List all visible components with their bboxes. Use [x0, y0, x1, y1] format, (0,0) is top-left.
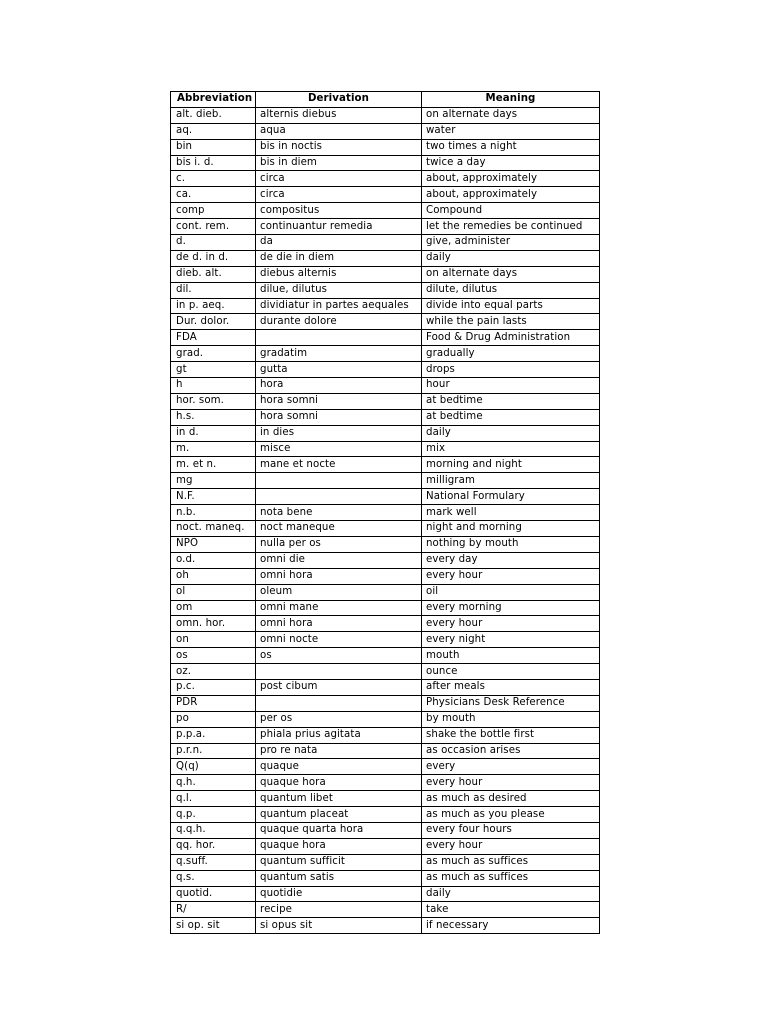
cell-abbreviation: h — [171, 378, 256, 394]
cell-abbreviation: os — [171, 648, 256, 664]
cell-meaning: twice a day — [422, 155, 600, 171]
table-row — [171, 648, 600, 664]
cell-derivation: quaque hora — [256, 838, 422, 854]
cell-meaning: drops — [422, 362, 600, 378]
cell-meaning: ounce — [422, 664, 600, 680]
cell-derivation: bis in diem — [256, 155, 422, 171]
cell-meaning: oil — [422, 584, 600, 600]
cell-abbreviation: q.s. — [171, 870, 256, 886]
cell-abbreviation: o.d. — [171, 552, 256, 568]
table-row — [171, 425, 600, 441]
cell-derivation: noct maneque — [256, 521, 422, 537]
cell-derivation: de die in diem — [256, 250, 422, 266]
cell-meaning: nothing by mouth — [422, 536, 600, 552]
table-row — [171, 489, 600, 505]
cell-derivation: gutta — [256, 362, 422, 378]
cell-meaning: every morning — [422, 600, 600, 616]
cell-meaning: as much as suffices — [422, 854, 600, 870]
cell-abbreviation: dieb. alt. — [171, 266, 256, 282]
table-row — [171, 759, 600, 775]
cell-derivation: quotidie — [256, 886, 422, 902]
cell-abbreviation: cont. rem. — [171, 219, 256, 235]
cell-derivation: recipe — [256, 902, 422, 918]
cell-meaning: water — [422, 123, 600, 139]
cell-abbreviation: gt — [171, 362, 256, 378]
cell-meaning: on alternate days — [422, 266, 600, 282]
cell-abbreviation: c. — [171, 171, 256, 187]
cell-derivation: circa — [256, 187, 422, 203]
cell-derivation: quantum satis — [256, 870, 422, 886]
cell-abbreviation: m. — [171, 441, 256, 457]
table-row — [171, 314, 600, 330]
cell-meaning: every day — [422, 552, 600, 568]
table-body — [171, 107, 600, 933]
cell-meaning: as much as suffices — [422, 870, 600, 886]
cell-abbreviation: oz. — [171, 664, 256, 680]
cell-abbreviation: m. et n. — [171, 457, 256, 473]
table-row — [171, 775, 600, 791]
header-abbreviation: Abbreviation — [171, 92, 256, 108]
table-row — [171, 902, 600, 918]
cell-meaning: every hour — [422, 838, 600, 854]
header-row — [171, 92, 600, 108]
table-row — [171, 822, 600, 838]
table-row — [171, 664, 600, 680]
cell-meaning: every — [422, 759, 600, 775]
cell-derivation: hora somni — [256, 393, 422, 409]
cell-derivation: in dies — [256, 425, 422, 441]
cell-abbreviation: alt. dieb. — [171, 107, 256, 123]
cell-derivation: omni hora — [256, 616, 422, 632]
header-meaning: Meaning — [422, 92, 600, 108]
cell-abbreviation: on — [171, 632, 256, 648]
table-row — [171, 441, 600, 457]
cell-abbreviation: NPO — [171, 536, 256, 552]
cell-derivation: compositus — [256, 203, 422, 219]
table-row — [171, 552, 600, 568]
cell-abbreviation: p.c. — [171, 679, 256, 695]
cell-abbreviation: q.h. — [171, 775, 256, 791]
table-row — [171, 807, 600, 823]
table-row — [171, 791, 600, 807]
table-row — [171, 521, 600, 537]
cell-meaning: night and morning — [422, 521, 600, 537]
cell-derivation: nulla per os — [256, 536, 422, 552]
table-row — [171, 870, 600, 886]
cell-abbreviation: de d. in d. — [171, 250, 256, 266]
table-row — [171, 632, 600, 648]
cell-abbreviation: h.s. — [171, 409, 256, 425]
table-row — [171, 282, 600, 298]
table-row — [171, 235, 600, 251]
cell-abbreviation: FDA — [171, 330, 256, 346]
cell-derivation: nota bene — [256, 505, 422, 521]
cell-meaning: daily — [422, 886, 600, 902]
cell-derivation: oleum — [256, 584, 422, 600]
cell-derivation: da — [256, 235, 422, 251]
cell-abbreviation: in d. — [171, 425, 256, 441]
cell-derivation: quaque hora — [256, 775, 422, 791]
cell-abbreviation: noct. maneq. — [171, 521, 256, 537]
cell-meaning: every hour — [422, 616, 600, 632]
cell-derivation: hora — [256, 378, 422, 394]
cell-meaning: while the pain lasts — [422, 314, 600, 330]
cell-derivation: dividiatur in partes aequales — [256, 298, 422, 314]
cell-derivation: omni die — [256, 552, 422, 568]
cell-abbreviation: Q(q) — [171, 759, 256, 775]
table-row — [171, 378, 600, 394]
cell-abbreviation: omn. hor. — [171, 616, 256, 632]
cell-derivation: quaque — [256, 759, 422, 775]
cell-abbreviation: dil. — [171, 282, 256, 298]
table-row — [171, 123, 600, 139]
cell-meaning: about, approximately — [422, 187, 600, 203]
table-row — [171, 393, 600, 409]
cell-abbreviation: hor. som. — [171, 393, 256, 409]
table-row — [171, 250, 600, 266]
cell-abbreviation: PDR — [171, 695, 256, 711]
table-row — [171, 568, 600, 584]
table-row — [171, 743, 600, 759]
cell-meaning: as much as you please — [422, 807, 600, 823]
table-row — [171, 171, 600, 187]
cell-derivation: quantum sufficit — [256, 854, 422, 870]
cell-derivation: gradatim — [256, 346, 422, 362]
table-row — [171, 838, 600, 854]
cell-derivation: pro re nata — [256, 743, 422, 759]
cell-meaning: take — [422, 902, 600, 918]
cell-meaning: as much as desired — [422, 791, 600, 807]
cell-meaning: every four hours — [422, 822, 600, 838]
cell-derivation: quantum placeat — [256, 807, 422, 823]
cell-meaning: National Formulary — [422, 489, 600, 505]
cell-derivation: omni mane — [256, 600, 422, 616]
cell-derivation: si opus sit — [256, 918, 422, 934]
cell-abbreviation: qq. hor. — [171, 838, 256, 854]
cell-derivation: post cibum — [256, 679, 422, 695]
cell-meaning: about, approximately — [422, 171, 600, 187]
cell-meaning: mix — [422, 441, 600, 457]
cell-derivation: bis in noctis — [256, 139, 422, 155]
cell-meaning: every hour — [422, 568, 600, 584]
cell-meaning: give, administer — [422, 235, 600, 251]
table-row — [171, 886, 600, 902]
cell-meaning: every hour — [422, 775, 600, 791]
table-row — [171, 727, 600, 743]
cell-abbreviation: ol — [171, 584, 256, 600]
cell-derivation: diebus alternis — [256, 266, 422, 282]
cell-abbreviation: si op. sit — [171, 918, 256, 934]
cell-derivation: quaque quarta hora — [256, 822, 422, 838]
cell-abbreviation: N.F. — [171, 489, 256, 505]
cell-abbreviation: aq. — [171, 123, 256, 139]
cell-abbreviation: ca. — [171, 187, 256, 203]
table-row — [171, 362, 600, 378]
cell-meaning: milligram — [422, 473, 600, 489]
cell-abbreviation: p.p.a. — [171, 727, 256, 743]
cell-abbreviation: q.l. — [171, 791, 256, 807]
cell-abbreviation: d. — [171, 235, 256, 251]
cell-meaning: shake the bottle first — [422, 727, 600, 743]
table-row — [171, 711, 600, 727]
cell-meaning: every night — [422, 632, 600, 648]
table-row — [171, 679, 600, 695]
header-derivation: Derivation — [256, 92, 422, 108]
cell-derivation — [256, 489, 422, 505]
cell-meaning: let the remedies be continued — [422, 219, 600, 235]
cell-derivation: misce — [256, 441, 422, 457]
table-row — [171, 266, 600, 282]
cell-meaning: gradually — [422, 346, 600, 362]
cell-meaning: daily — [422, 425, 600, 441]
table-row — [171, 854, 600, 870]
table-row — [171, 616, 600, 632]
table-row — [171, 330, 600, 346]
cell-meaning: two times a night — [422, 139, 600, 155]
cell-meaning: as occasion arises — [422, 743, 600, 759]
cell-abbreviation: bin — [171, 139, 256, 155]
table-row — [171, 536, 600, 552]
cell-meaning: after meals — [422, 679, 600, 695]
cell-abbreviation: oh — [171, 568, 256, 584]
table-row — [171, 139, 600, 155]
table-row — [171, 155, 600, 171]
table-header — [171, 92, 600, 108]
cell-abbreviation: p.r.n. — [171, 743, 256, 759]
cell-meaning: morning and night — [422, 457, 600, 473]
cell-meaning: Physicians Desk Reference — [422, 695, 600, 711]
cell-meaning: mark well — [422, 505, 600, 521]
cell-derivation: os — [256, 648, 422, 664]
cell-abbreviation: R/ — [171, 902, 256, 918]
abbreviation-table — [170, 91, 600, 934]
cell-abbreviation: n.b. — [171, 505, 256, 521]
table-row — [171, 203, 600, 219]
cell-abbreviation: om — [171, 600, 256, 616]
table-row — [171, 505, 600, 521]
table-row — [171, 409, 600, 425]
cell-meaning: Compound — [422, 203, 600, 219]
cell-meaning: at bedtime — [422, 393, 600, 409]
cell-abbreviation: Dur. dolor. — [171, 314, 256, 330]
cell-derivation — [256, 330, 422, 346]
cell-meaning: daily — [422, 250, 600, 266]
cell-meaning: dilute, dilutus — [422, 282, 600, 298]
cell-derivation: hora somni — [256, 409, 422, 425]
table-row — [171, 918, 600, 934]
cell-meaning: if necessary — [422, 918, 600, 934]
cell-derivation: aqua — [256, 123, 422, 139]
cell-abbreviation: quotid. — [171, 886, 256, 902]
table-row — [171, 187, 600, 203]
cell-derivation — [256, 473, 422, 489]
cell-derivation: continuantur remedia — [256, 219, 422, 235]
cell-abbreviation: bis i. d. — [171, 155, 256, 171]
cell-derivation: phiala prius agitata — [256, 727, 422, 743]
table-row — [171, 298, 600, 314]
cell-meaning: divide into equal parts — [422, 298, 600, 314]
cell-abbreviation: q.p. — [171, 807, 256, 823]
cell-derivation: circa — [256, 171, 422, 187]
cell-derivation — [256, 695, 422, 711]
cell-derivation: dilue, dilutus — [256, 282, 422, 298]
cell-derivation — [256, 664, 422, 680]
cell-derivation: quantum libet — [256, 791, 422, 807]
cell-abbreviation: in p. aeq. — [171, 298, 256, 314]
cell-derivation: durante dolore — [256, 314, 422, 330]
cell-meaning: Food & Drug Administration — [422, 330, 600, 346]
cell-derivation: per os — [256, 711, 422, 727]
cell-meaning: at bedtime — [422, 409, 600, 425]
cell-meaning: on alternate days — [422, 107, 600, 123]
cell-derivation: mane et nocte — [256, 457, 422, 473]
table-row — [171, 219, 600, 235]
table-row — [171, 584, 600, 600]
cell-abbreviation: q.q.h. — [171, 822, 256, 838]
cell-meaning: by mouth — [422, 711, 600, 727]
cell-abbreviation: comp — [171, 203, 256, 219]
cell-abbreviation: po — [171, 711, 256, 727]
table-row — [171, 473, 600, 489]
cell-meaning: hour — [422, 378, 600, 394]
cell-abbreviation: grad. — [171, 346, 256, 362]
cell-abbreviation: mg — [171, 473, 256, 489]
cell-meaning: mouth — [422, 648, 600, 664]
table-row — [171, 457, 600, 473]
table-row — [171, 346, 600, 362]
cell-derivation: omni nocte — [256, 632, 422, 648]
cell-abbreviation: q.suff. — [171, 854, 256, 870]
table-row — [171, 107, 600, 123]
cell-derivation: alternis diebus — [256, 107, 422, 123]
table-row — [171, 695, 600, 711]
cell-derivation: omni hora — [256, 568, 422, 584]
table-row — [171, 600, 600, 616]
